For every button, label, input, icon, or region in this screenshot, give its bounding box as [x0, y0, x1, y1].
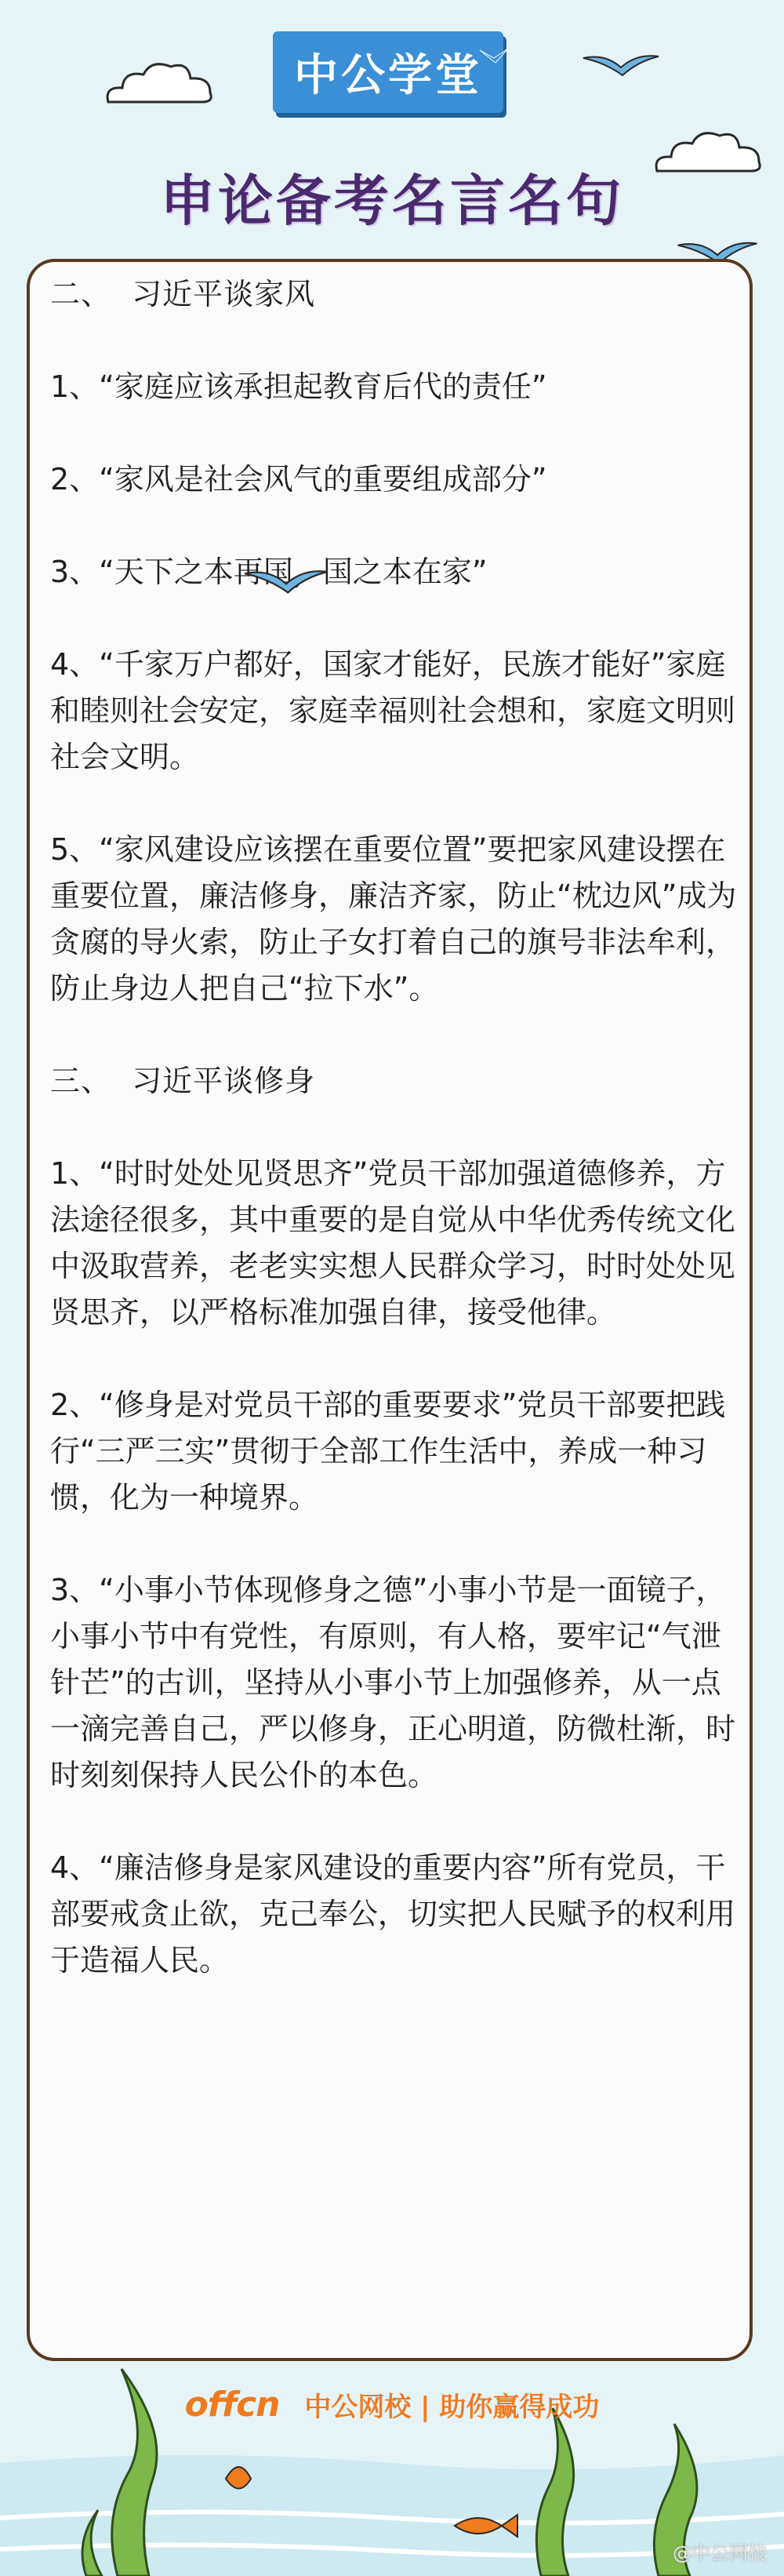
offcn-logo: offcn	[184, 2385, 280, 2425]
footer	[0, 2385, 784, 2425]
cloud-left-icon	[100, 55, 218, 110]
footer-slogan: 中公网校 | 助你赢得成功	[304, 2392, 600, 2423]
list-item: 4、“千家万户都好，国家才能好，民族才能好”家庭和睦则社会安定，家庭幸福则社会想和，家庭文明则社会文明。	[50, 647, 736, 774]
list-item: 1、“时时处处见贤思齐”党员干部加强道德修养，方法途径很多，其中重要的是自觉从中华优秀传统文化中汲取营养，老老实实想人民群众学习，时时处处见贤思齐，以严格标准加强自律，接受他律。	[50, 1156, 736, 1330]
article-body	[50, 271, 740, 2030]
list-item: 3、“小事小节体现修身之德”小事小节是一面镜子，小事小节中有党性，有原则，有人格，要牢记“气泄针芒”的古训，坚持从小事小节上加强修养，从一点一滴完善自己，严以修身，正心明道，防微杜渐，时时刻刻保持人民公仆的本色。	[50, 1573, 736, 1792]
list-item: 5、“家风建设应该摆在重要位置”要把家风建设摆在重要位置，廉洁修身，廉洁齐家，防止“枕边风”成为贪腐的导火索，防止子女打着自己的旗号非法牟利，防止身边人把自己“拉下水”。	[50, 832, 737, 1006]
list-item: 2、“家风是社会风气的重要组成部分”	[50, 462, 547, 497]
section-heading: 三、 习近平谈修身	[50, 1064, 316, 1098]
list-item: 1、“家庭应该承担起教育后代的责任”	[50, 369, 547, 404]
list-item: 2、“修身是对党员干部的重要要求”党员干部要把践行“三严三实”贯彻于全部工作生活中，养成一种习惯，化为一种境界。	[50, 1388, 726, 1515]
list-item: 3、“天下之本再国，国之本在家”	[50, 555, 488, 589]
brand-label: 中公学堂	[294, 50, 482, 101]
watermark: @中公网校	[673, 2542, 767, 2564]
list-item: 4、“廉洁修身是家风建设的重要内容”所有党员，干部要戒贪止欲，克己奉公，切实把人民赋予的权利用于造福人民。	[50, 1850, 736, 1977]
brand-badge	[273, 31, 503, 113]
bird-icon	[478, 47, 510, 64]
section-heading: 二、 习近平谈家风	[50, 277, 316, 311]
bird-icon	[582, 49, 660, 80]
page-title: 申论备考名言名句	[160, 169, 624, 233]
bird-icon	[235, 563, 337, 598]
